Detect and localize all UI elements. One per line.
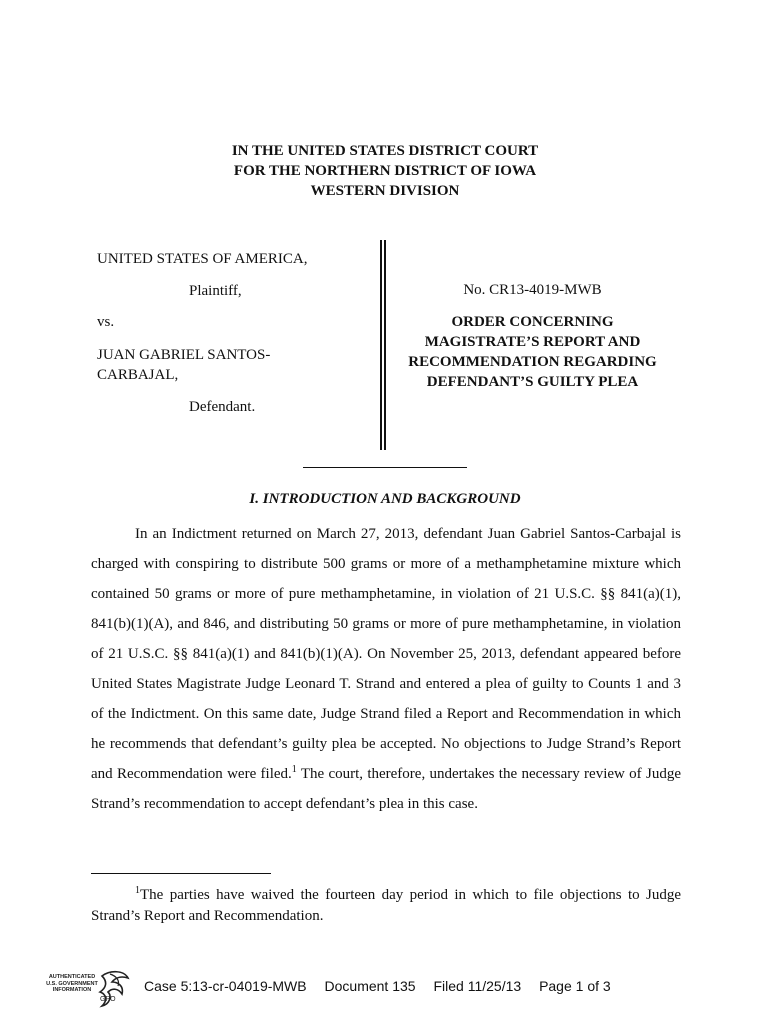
body-text	[91, 519, 681, 819]
order-title-line-2: MAGISTRATE’S REPORT AND	[424, 334, 641, 350]
gpo-logo-line-3: INFORMATION	[52, 987, 92, 993]
plaintiff-name: UNITED STATES OF AMERICA,	[97, 251, 308, 267]
body-paragraph	[91, 519, 681, 819]
case-number: No. CR13-4019-MWB	[463, 282, 602, 298]
order-title-line-1: ORDER CONCERNING	[451, 314, 614, 330]
footer-case-number: Case 5:13-cr-04019-MWB	[144, 978, 307, 994]
order-title-line-3: RECOMMENDATION REGARDING	[408, 354, 657, 370]
section-heading: I. INTRODUCTION AND BACKGROUND	[249, 491, 521, 507]
gpo-logo-line-2: U.S. GOVERNMENT	[46, 980, 98, 987]
court-header-line-2: FOR THE NORTHERN DISTRICT OF IOWA	[233, 163, 537, 179]
footnote-marker: 1	[135, 885, 140, 896]
plaintiff-label: Plaintiff,	[189, 283, 242, 299]
order-title-line-4: DEFENDANT’S GUILTY PLEA	[426, 374, 639, 390]
defendant-name-line-2: CARBAJAL,	[97, 367, 179, 383]
court-header	[0, 141, 770, 201]
versus-label: vs.	[97, 314, 115, 330]
body-text-part-2: The court, therefore, undertakes the necessary review of Judge Strand’s recommendation to accept defendant’s plea in this case.	[91, 766, 681, 812]
document-footer	[144, 978, 625, 994]
caption-separator-rule	[303, 467, 467, 468]
gpo-logo-line-1: AUTHENTICATED	[48, 974, 96, 980]
gpo-authenticated-logo	[40, 968, 135, 1016]
court-header-line-3: WESTERN DIVISION	[310, 183, 460, 199]
defendant-label: Defendant.	[189, 399, 256, 415]
gpo-logo-text	[40, 974, 104, 994]
footer-page-number: Page 1 of 3	[539, 978, 611, 994]
footnote	[91, 885, 681, 927]
footnote-paragraph	[91, 885, 681, 927]
case-caption-title	[390, 280, 675, 392]
gpo-logo-word: GPO	[100, 996, 116, 1003]
footer-filed-date: Filed 11/25/13	[433, 978, 522, 994]
footnote-text: The parties have waived the fourteen day period in which to file objections to Judge Strand’s Report and Recommendation.	[91, 887, 681, 924]
footnote-reference[interactable]: 1	[291, 764, 297, 775]
footnote-rule	[91, 873, 271, 874]
footer-document-number: Document 135	[324, 978, 416, 994]
caption-divider	[380, 240, 386, 450]
court-header-line-1: IN THE UNITED STATES DISTRICT COURT	[231, 143, 539, 159]
defendant-name-line-1: JUAN GABRIEL SANTOS-	[97, 347, 271, 363]
body-text-part-1: In an Indictment returned on March 27, 2013, defendant Juan Gabriel Santos-Carbajal is charged with conspiring to distribute 500 grams or more of a methamphetamine mixture which contained 50 grams or more of pure methamphetamine, in violation of 21 U.S.C. §§ 841(a)(1), 841(b)(1)(A), and 846, and distributing 50 grams or more of pure methamphetamine, in violation of 21 U.S.C. §§ 841(a)(1) and 841(b)(1)(A). On November 25, 2013, defendant appeared before United States Magistrate Judge Leonard T. Strand and entered a plea of guilty to Counts 1 and 3 of the Indictment. On this same date, Judge Strand filed a Report and Recommendation in which he recommends that defendant’s guilty plea be accepted. No objections to Judge Strand’s Report and Recommendation were filed.	[91, 526, 681, 782]
